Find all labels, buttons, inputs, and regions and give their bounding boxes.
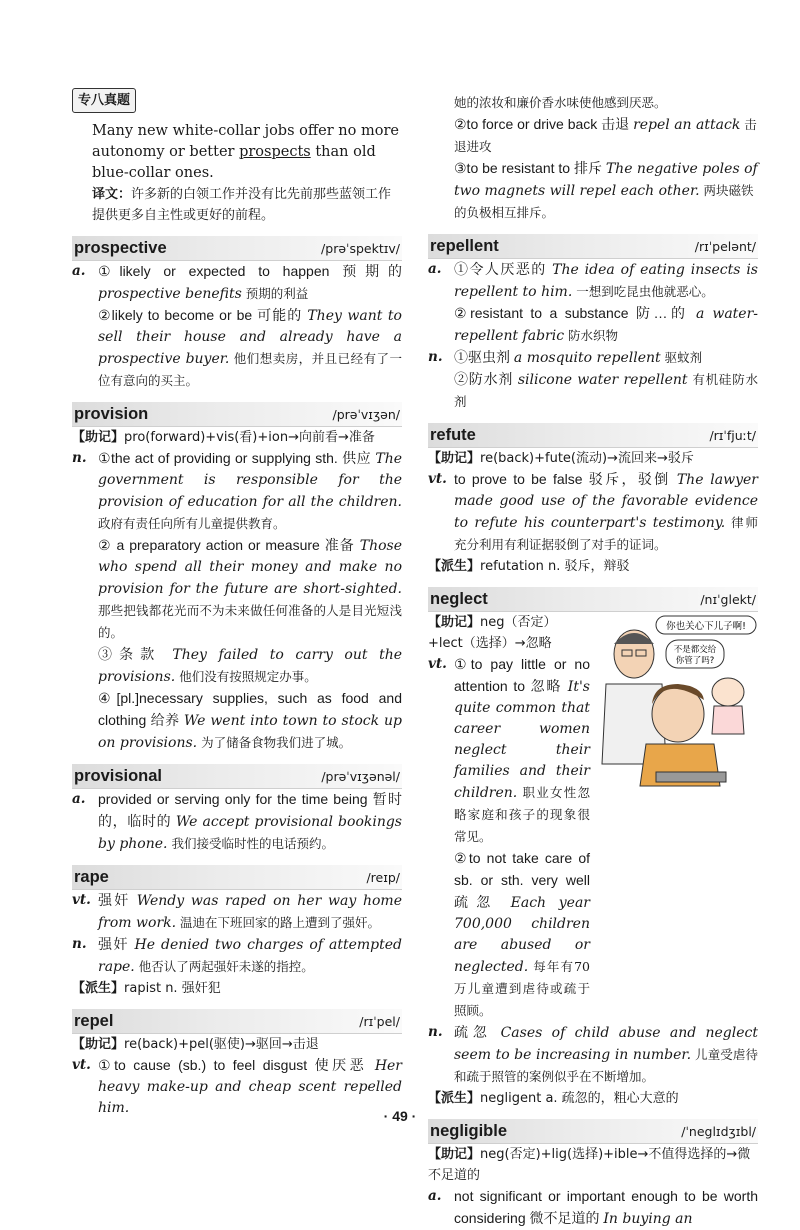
sense-block: n. 强奸 He denied two charges of attempted rape. 他否认了两起强奸未遂的指控。: [72, 936, 402, 975]
headword-provisional: provisional /prəˈvɪʒənəl/: [72, 764, 402, 789]
sense-line: ③to be resistant to 排斥 The negative poles of two magnets will repel each other. 两块磁铁的负极相互排斥。: [454, 160, 758, 220]
sense-block: n. ①驱虫剂 a mosquito repellent 驱蚊剂 ②防水剂 silicone water repellent 有机硅防水剂: [428, 349, 758, 409]
derivative-line: 【派生】rapist n. 强奸犯: [72, 981, 221, 996]
speech-bubble-woman-text: 不是都交给你管了吗?: [673, 645, 717, 666]
speech-bubble-man-text: 你也关心下儿子啊!: [666, 621, 746, 632]
repel-continued: 她的浓妆和廉价香水味使他感到厌恶。: [454, 95, 667, 110]
headword-negligible: negligible /ˈneglɪdʒɪbl/: [428, 1119, 758, 1144]
headword-rape: rape /reɪp/: [72, 865, 402, 890]
headword-provision: provision /prəˈvɪʒən/: [72, 402, 402, 427]
sense-block: a. ①likely or expected to happen 预期的 prospective benefits 预期的利益 ②likely to become or be 可能的 They want to sell their house and already have a prospective buyer. 他们想卖房，并且已经有了一位有意向的买主。: [72, 263, 402, 388]
sense-block: a. ①令人厌恶的 The idea of eating insects is repellent to him. 一想到吃昆虫他就恶心。 ②resistant to a substance 防…的 a water-repellent fabric 防水织物: [428, 261, 758, 344]
exam-quote: Many new white-collar jobs offer no more autonomy or better prospects than old blue-collar ones.: [92, 123, 399, 181]
sense-block: n. ①the act of providing or supplying sth. 供应 The government is responsible for the provision of education for all the children. 政府有责任向所有儿童提供教育。 ② a preparatory action or measure 准备 Those who spend all their money and make no provision for the future are short-sighted. 那些把钱都花光而不为未来做任何准备的人是目光短浅的。 ③条款 They failed to carry out the provisions. 他们没有按照规定办事。 ④[pl.]necessary supplies, such as food and clothing 给养 We went into town to stock up on provisions. 为了储备食物我们进了城。: [72, 450, 402, 751]
headword-repellent: repellent /rɪˈpelənt/: [428, 234, 758, 259]
keyboard: [656, 772, 726, 782]
right-column: [428, 92, 758, 1230]
derivative-line: 【派生】refutation n. 驳斥，辩驳: [428, 559, 630, 574]
mnemonic-line: 【助记】re(back)+fute(流动)→流回来→驳斥: [428, 451, 694, 466]
headword-refute: refute /rɪˈfjuːt/: [428, 423, 758, 448]
exam-translation: 译文：许多新的白领工作并没有比先前那些蓝领工作提供更多自主性或更好的前程。: [92, 187, 392, 223]
sense-block: a. not significant or important enough to be worth considering 微不足道的 In buying an: [428, 1188, 758, 1227]
mnemonic-line: 【助记】neg(否定)+lig(选择)+ible→不值得选择的→微不足道的: [428, 1147, 751, 1183]
exam-tag: 专八真题: [72, 88, 136, 113]
sense-line: ②to force or drive back 击退 repel an attack 击退进攻: [454, 116, 757, 154]
baby-head: [712, 678, 744, 706]
sense-block: vt. to prove to be false 驳斥，驳倒 The lawyer made good use of the favorable evidence to refute his counterpart's testimony. 律师充分利用有利证据驳倒了对手的证词。: [428, 471, 758, 552]
sense-block: vt. ①to cause (sb.) to feel disgust 使厌恶 Her heavy make-up and cheap scent repelled him.: [72, 1057, 402, 1116]
headword-repel: repel /rɪˈpel/: [72, 1009, 402, 1034]
headword-neglect: neglect /nɪˈglekt/: [428, 587, 758, 612]
family-cartoon-illustration: [596, 614, 758, 794]
headword-prospective: prospective /prəˈspektɪv/: [72, 236, 402, 261]
sense-block: vt. 强奸 Wendy was raped on her way home from work. 温迪在下班回家的路上遭到了强奸。: [72, 892, 402, 931]
derivative-line: 【派生】negligent a. 疏忽的，粗心大意的: [428, 1091, 679, 1106]
baby-body: [712, 706, 744, 734]
page-number: · 49 ·: [383, 1108, 417, 1124]
sense-block: vt. ①to pay little or no attention to 忽略 It's quite common that career women neglect their families and their children. 职业女性忽略家庭和孩子的现象很常见。 ②to not take care of sb. or sth. very well 疏忽 Each year 700,000 children are abused or neglected. 每年有70万儿童遭到虐待或疏于照顾。: [428, 656, 590, 1018]
mnemonic-line: 【助记】re(back)+pel(驱使)→驱回→击退: [72, 1037, 319, 1052]
mnemonic-line: 【助记】neg（否定）+lect（选择）→忽略: [428, 615, 557, 651]
left-column: [72, 88, 402, 1119]
mnemonic-line: 【助记】pro(forward)+vis(看)+ion→向前看→准备: [72, 430, 375, 445]
sense-block: n. 疏忽 Cases of child abuse and neglect seem to be increasing in number. 儿童受虐待和疏于照管的案例似乎在不断增加。: [428, 1024, 759, 1084]
sense-block: a. provided or serving only for the time being 暂时的，临时的 We accept provisional bookings by phone. 我们接受临时性的电话预约。: [72, 791, 402, 852]
